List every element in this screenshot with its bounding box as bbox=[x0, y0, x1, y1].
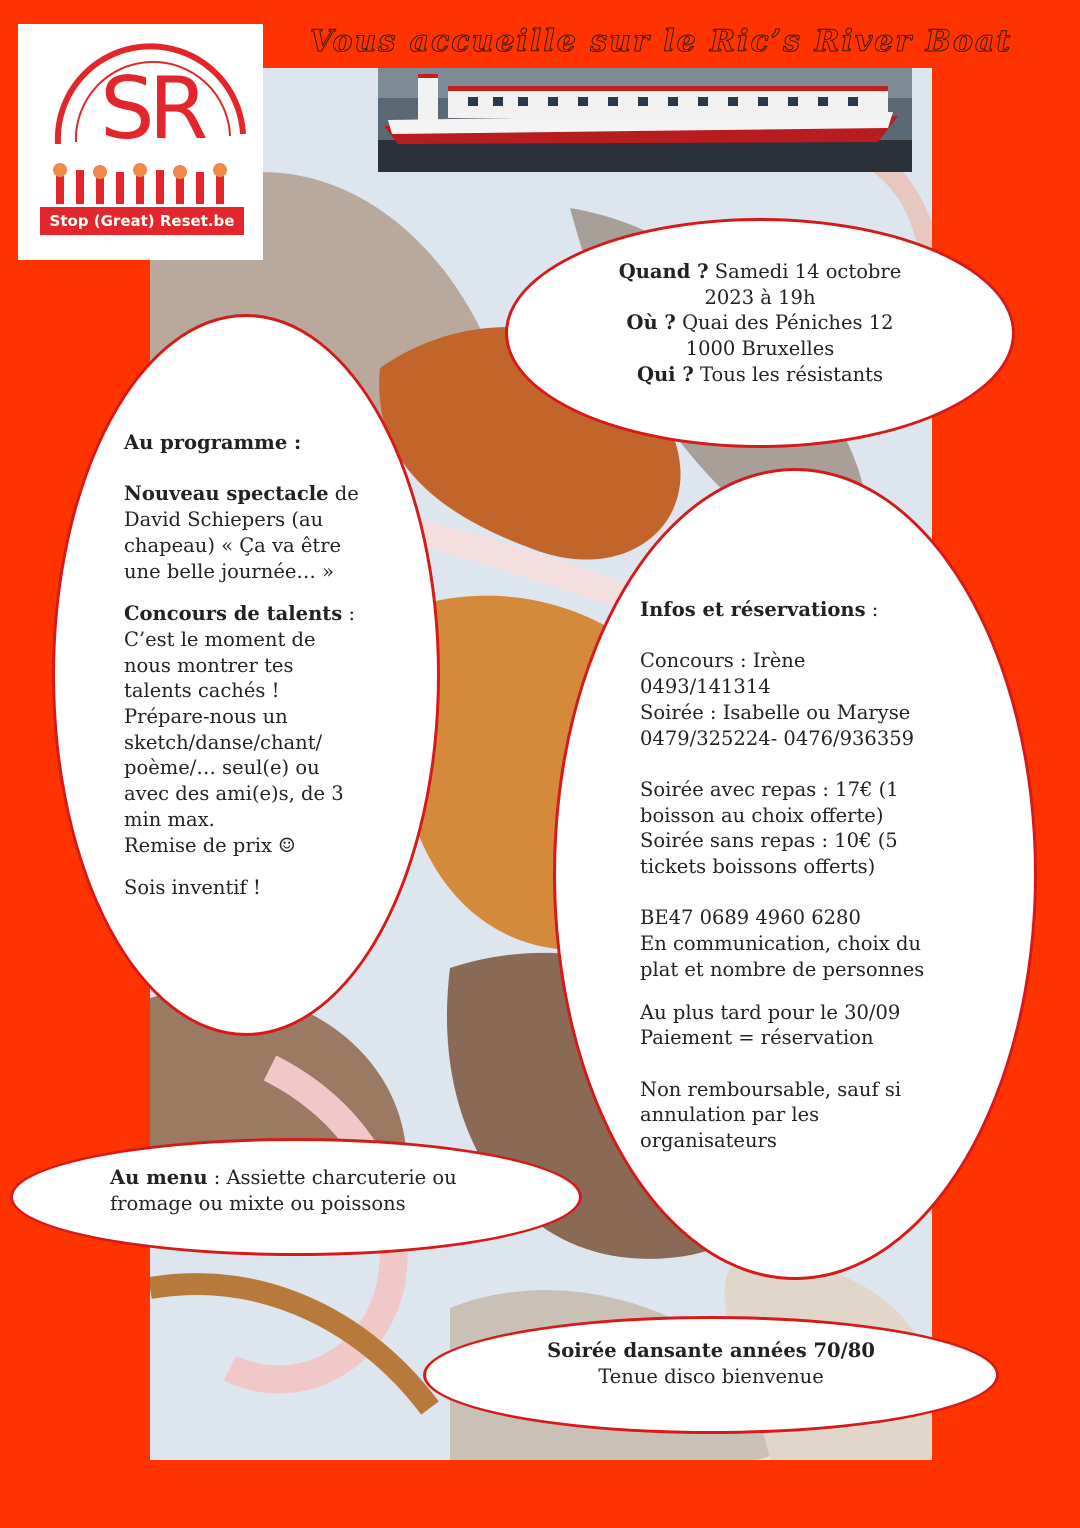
contest-line: Remise de prix ☺ bbox=[124, 833, 296, 857]
where-value-1: Quai des Péniches 12 bbox=[682, 311, 894, 335]
dance-text bbox=[470, 1338, 952, 1389]
price-line: Soirée avec repas : 17€ (1 bbox=[640, 777, 899, 801]
show-label: Nouveau spectacle bbox=[124, 482, 329, 506]
contest-line: Prépare-nous un bbox=[124, 705, 288, 729]
menu-text-2: fromage ou mixte ou poissons bbox=[110, 1191, 406, 1215]
refund-line: organisateurs bbox=[640, 1129, 777, 1152]
boat-photo bbox=[378, 68, 912, 172]
price-line: tickets boissons offerts) bbox=[640, 855, 876, 878]
page-headline: Vous accueille sur le Ric’s River Boat bbox=[310, 24, 1013, 59]
price-line: Soirée sans repas : 10€ (5 bbox=[640, 829, 898, 853]
infos-heading: Infos et réservations bbox=[640, 598, 866, 621]
contact-line: 0479/325224- 0476/936359 bbox=[640, 726, 915, 750]
contact-line: Soirée : Isabelle ou Maryse bbox=[640, 700, 911, 724]
refund-line: Non remboursable, sauf si bbox=[640, 1077, 902, 1101]
where-value-2: 1000 Bruxelles bbox=[685, 337, 835, 361]
contest-colon: : bbox=[348, 602, 356, 626]
logo-monogram: SR bbox=[100, 59, 203, 159]
bank-line: BE47 0689 4960 6280 bbox=[640, 906, 861, 930]
where-label: Où ? bbox=[626, 311, 676, 335]
contest-line: avec des ami(e)s, de 3 bbox=[124, 782, 344, 806]
programme-text bbox=[124, 430, 424, 901]
when-value-1: Samedi 14 octobre bbox=[714, 260, 902, 283]
contest-line: min max. bbox=[124, 807, 215, 831]
price-line: boisson au choix offerte) bbox=[640, 803, 884, 827]
contest-line: nous montrer tes bbox=[124, 653, 294, 677]
show-text-2: David Schiepers (au bbox=[124, 508, 324, 532]
when-label: Quand ? bbox=[618, 260, 709, 283]
bank-line: plat et nombre de personnes bbox=[640, 957, 925, 981]
contact-line: 0493/141314 bbox=[640, 675, 771, 699]
contest-line: sketch/danse/chant/ bbox=[124, 730, 323, 754]
deadline-line: Paiement = réservation bbox=[640, 1026, 874, 1050]
show-text-1: de bbox=[334, 482, 359, 506]
contest-line: poème/… seul(e) ou bbox=[124, 756, 320, 780]
programme-closing: Sois inventif ! bbox=[124, 876, 261, 900]
infos-text bbox=[640, 597, 1000, 1154]
bank-line: En communication, choix du bbox=[640, 932, 921, 956]
menu-label: Au menu bbox=[110, 1166, 208, 1189]
who-value: Tous les résistants bbox=[700, 362, 883, 386]
contest-line: C’est le moment de bbox=[124, 627, 316, 651]
when-value-2: 2023 à 19h bbox=[704, 285, 816, 309]
show-text-4: une belle journée… » bbox=[124, 559, 335, 583]
logo bbox=[18, 24, 263, 260]
infos-heading-colon: : bbox=[871, 598, 879, 621]
menu-text-1: : Assiette charcuterie ou bbox=[213, 1166, 457, 1189]
contest-label: Concours de talents bbox=[124, 602, 343, 626]
event-details-text bbox=[530, 259, 990, 388]
contact-line: Concours : Irène bbox=[640, 649, 806, 673]
logo-brand-text: Stop (Great) Reset.be bbox=[40, 207, 244, 235]
dance-subtitle: Tenue disco bienvenue bbox=[598, 1364, 824, 1388]
menu-text bbox=[110, 1165, 550, 1216]
dance-title: Soirée dansante années 70/80 bbox=[547, 1339, 875, 1362]
deadline-line: Au plus tard pour le 30/09 bbox=[640, 1000, 901, 1024]
refund-line: annulation par les bbox=[640, 1103, 820, 1127]
contest-line: talents cachés ! bbox=[124, 679, 280, 703]
who-label: Qui ? bbox=[637, 362, 694, 386]
programme-heading: Au programme : bbox=[124, 431, 302, 454]
show-text-3: chapeau) « Ça va être bbox=[124, 533, 342, 557]
